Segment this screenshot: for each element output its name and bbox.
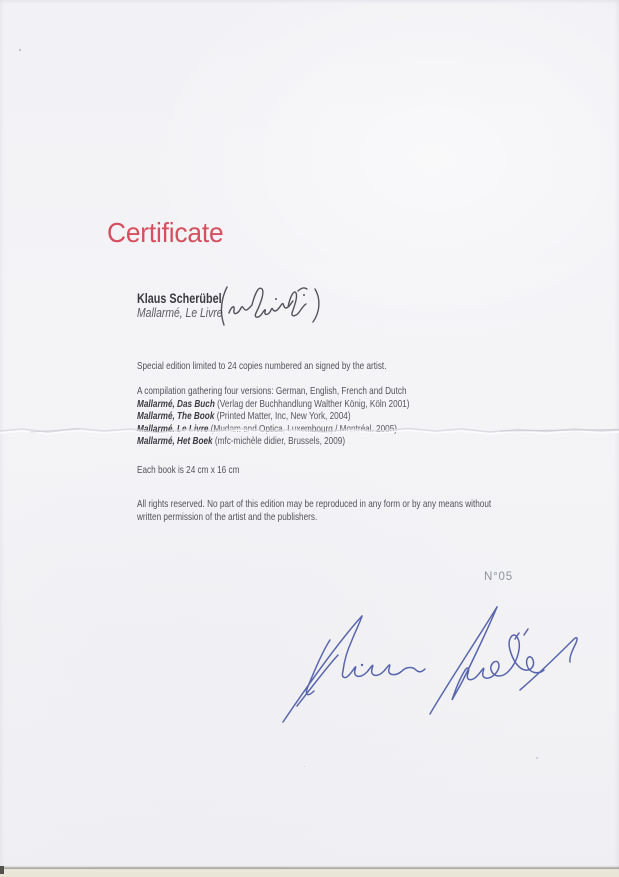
version-title: Mallarmé, Het Boek	[137, 435, 213, 447]
rights-statement	[137, 498, 591, 524]
paper-fold-crease	[0, 419, 619, 443]
edition-number: N°05	[484, 571, 513, 583]
book-size-statement: Each book is 24 cm x 16 cm	[137, 464, 240, 476]
artist-name: Klaus Scherübel	[137, 291, 222, 306]
page-title: Certificate	[107, 217, 224, 248]
handwritten-compilation-note	[214, 277, 332, 335]
scan-paper-edge	[0, 866, 619, 877]
artist-signature	[268, 596, 590, 738]
work-title: Mallarmé, Le Livre	[137, 305, 223, 320]
version-details: (Printed Matter, Inc, New York, 2004)	[216, 410, 351, 422]
edition-statement: Special edition limited to 24 copies numbered an signed by the artist.	[137, 360, 387, 372]
rights-line: written permission of the artist and the publishers.	[137, 511, 318, 524]
version-details: (Mudam and Optica, Luxembourg / Montréal, 2005)	[210, 422, 398, 435]
version-title: Mallarmé, The Book	[137, 410, 215, 422]
scan-dust-speck	[19, 49, 21, 51]
scan-edge-mark	[0, 866, 4, 874]
version-title: Mallarmé, Das Buch	[137, 397, 215, 410]
version-details: (Verlag der Buchhandlung Walther König, Köln 2001)	[217, 397, 410, 410]
version-title: Mallarmé, Le Livre	[137, 422, 209, 435]
compilation-intro: A compilation gathering four versions: German, English, French and Dutch	[137, 385, 407, 397]
version-details: (mfc-michèle didier, Brussels, 2009)	[214, 435, 346, 447]
version-line	[137, 398, 486, 411]
scan-dust-speck	[304, 766, 305, 767]
rights-line: All rights reserved. No part of this edition may be reproduced in any form or by any means without	[137, 498, 492, 510]
scan-dust-speck	[536, 757, 538, 759]
